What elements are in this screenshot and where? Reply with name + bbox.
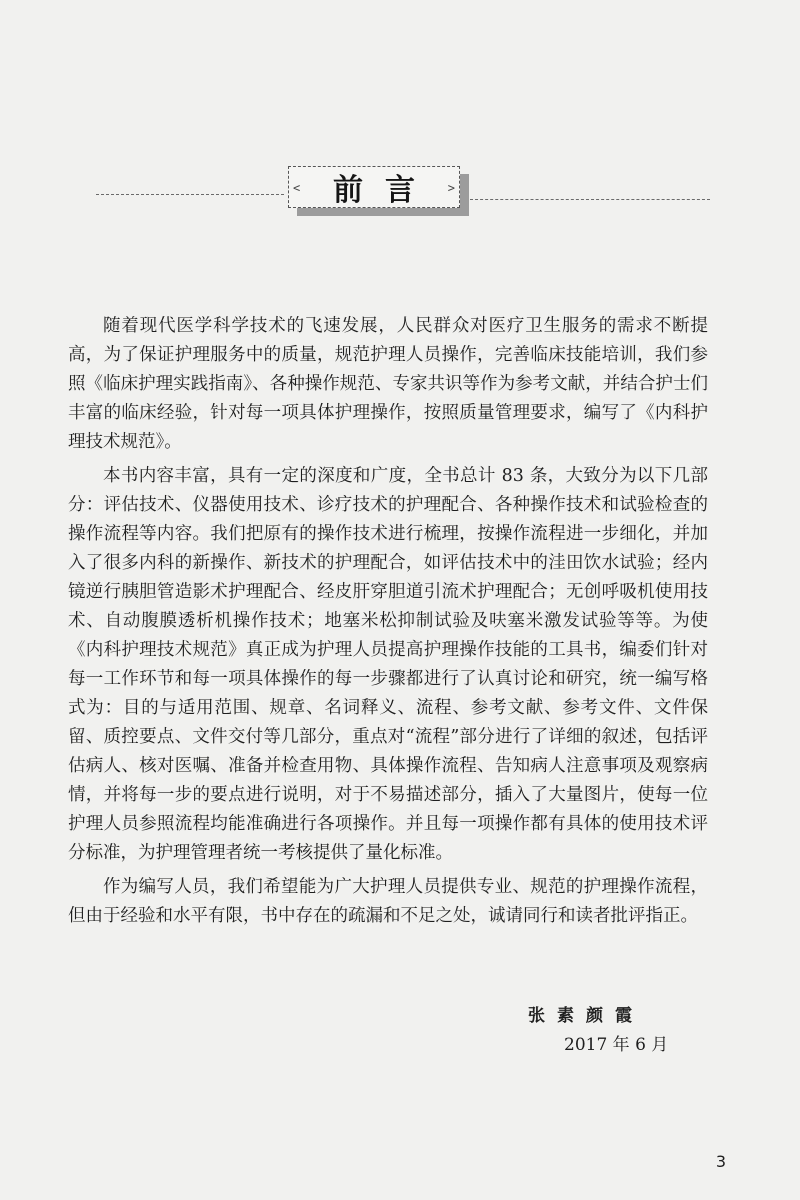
title-rule-right: [470, 199, 710, 200]
page-number: 3: [715, 1152, 726, 1171]
title-corner-mark-right: >: [447, 181, 455, 195]
paragraph-2: 本书内容丰富，具有一定的深度和广度，全书总计 83 条，大致分为以下几部分：评估技术、仪器使用技术、诊疗技术的护理配合、各种操作技术和试验检查的操作流程等内容。我们把原有的操作技术进行梳理，按操作流程进一步细化，并加入了很多内科的新操作、新技术的护理配合，如评估技术中的洼田饮水试验；经内镜逆行胰胆管造影术护理配合、经皮肝穿胆道引流术护理配合；无创呼吸机使用技术、自动腹膜透析机操作技术；地塞米松抑制试验及呋塞米激发试验等等。为使《内科护理技术规范》真正成为护理人员提高护理操作技能的工具书，编委们针对每一工作环节和每一项具体操作的每一步骤都进行了认真讨论和研究，统一编写格式为：目的与适用范围、规章、名词释义、流程、参考文献、参考文件、文件保留、质控要点、文件交付等几部分，重点对“流程”部分进行了详细的叙述，包括评估病人、核对医嘱、准备并检查用物、具体操作流程、告知病人注意事项及观察病情，并将每一步的要点进行说明，对于不易描述部分，插入了大量图片，使每一位护理人员参照流程均能准确进行各项操作。并且每一项操作都有具体的使用技术评分标准，为护理管理者统一考核提供了量化标准。: [68, 466, 708, 863]
title-rule-left: [96, 194, 284, 195]
author-signature: 张素颜霞: [528, 1006, 644, 1026]
page-title: 前言: [333, 173, 437, 208]
title-banner: [0, 162, 800, 222]
signature-date: 2017 年 6 月: [564, 1035, 669, 1055]
title-corner-mark-left: <: [293, 181, 301, 195]
preface-body: [68, 312, 708, 936]
paragraph-3: 作为编写人员，我们希望能为广大护理人员提供专业、规范的护理操作流程，但由于经验和水平有限，书中存在的疏漏和不足之处，诚请同行和读者批评指正。: [68, 877, 708, 926]
paragraph-1: 随着现代医学科学技术的飞速发展，人民群众对医疗卫生服务的需求不断提高，为了保证护理服务中的质量，规范护理人员操作，完善临床技能培训，我们参照《临床护理实践指南》、各种操作规范、专家共识等作为参考文献，并结合护士们丰富的临床经验，针对每一项具体护理操作，按照质量管理要求，编写了《内科护理技术规范》。: [68, 316, 708, 452]
title-box: [288, 166, 460, 208]
